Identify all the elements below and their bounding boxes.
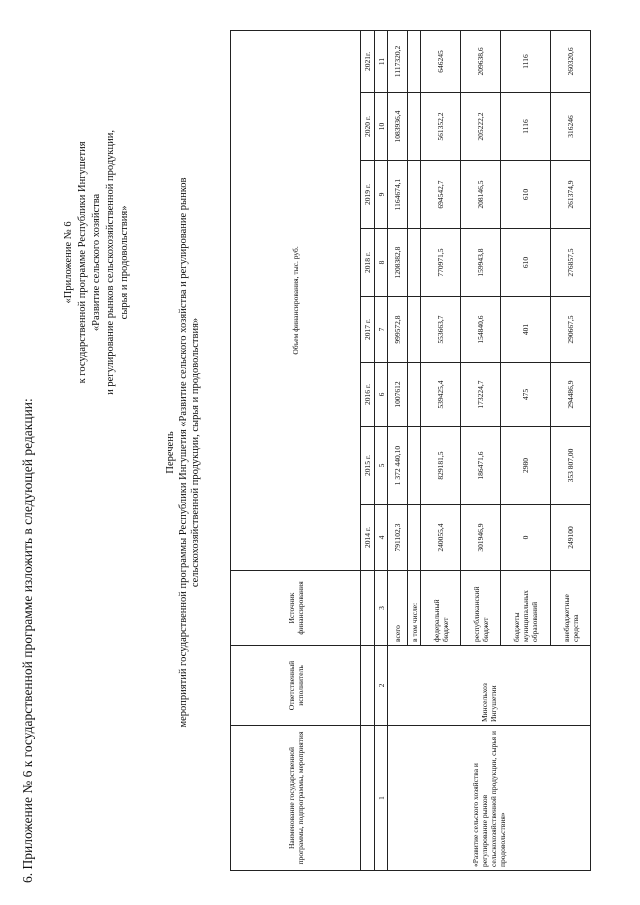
value-cell: 316246 — [551, 93, 591, 161]
table-row — [388, 30, 408, 870]
source-cell: республиканский бюджет — [461, 571, 501, 646]
value-cell: 1083936,4 — [388, 93, 408, 161]
header-year: 2020 г. — [361, 93, 375, 161]
value-cell: 173224,7 — [461, 363, 501, 427]
value-cell: 353 807,00 — [551, 427, 591, 505]
col-number: 9 — [375, 161, 388, 229]
value-cell: 2980 — [501, 427, 551, 505]
value-cell: 205222,2 — [461, 93, 501, 161]
value-cell: 276857,5 — [551, 229, 591, 297]
header-blank — [361, 646, 375, 726]
value-cell — [408, 161, 421, 229]
value-cell — [408, 363, 421, 427]
value-cell: 610 — [501, 161, 551, 229]
list-title-heading: Перечень — [165, 431, 176, 474]
list-title-line: сельскохозяйственной продукции, сырья и продовольствия» — [190, 317, 201, 588]
appendix-ref-line: к государственной программе Республики Ингушетия — [77, 141, 88, 384]
header-executor: Ответственный исполнитель — [231, 646, 361, 726]
col-number: 7 — [375, 297, 388, 363]
appendix-reference — [62, 130, 132, 395]
value-cell — [408, 505, 421, 571]
col-number: 6 — [375, 363, 388, 427]
header-year: 2018 г. — [361, 229, 375, 297]
value-cell: 249100 — [551, 505, 591, 571]
value-cell: 561352,2 — [421, 93, 461, 161]
appendix-ref-line: сырья и продовольствия» — [119, 205, 130, 320]
value-cell — [408, 30, 421, 92]
appendix-ref-line: и регулирование рынков сельскохозяйственной продукции, — [105, 130, 116, 395]
header-source: Источник финансирования — [231, 571, 361, 646]
col-number: 3 — [375, 571, 388, 646]
financing-table — [230, 30, 591, 871]
appendix-ref-line: «Приложение № 6 — [63, 221, 74, 304]
col-number: 1 — [375, 726, 388, 871]
value-cell: 294486,9 — [551, 363, 591, 427]
value-cell: 829181,5 — [421, 427, 461, 505]
executor-cell: Минсельхоз Ингушетии — [388, 646, 591, 726]
header-year: 2015 г. — [361, 427, 375, 505]
value-cell: 261374,9 — [551, 161, 591, 229]
source-cell: всего — [388, 571, 408, 646]
value-cell: 301946,9 — [461, 505, 501, 571]
value-cell: 1117320,2 — [388, 30, 408, 92]
value-cell: 186471,6 — [461, 427, 501, 505]
value-cell: 154840,6 — [461, 297, 501, 363]
header-year: 2019 г. — [361, 161, 375, 229]
value-cell: 539425,4 — [421, 363, 461, 427]
appendix-ref-line: «Развитие сельского хозяйства — [91, 193, 102, 332]
value-cell: 290667,5 — [551, 297, 591, 363]
value-cell: 1116 — [501, 93, 551, 161]
list-title — [165, 0, 203, 905]
value-cell: 159943,8 — [461, 229, 501, 297]
value-cell: 553663,7 — [421, 297, 461, 363]
header-year: 2017 г. — [361, 297, 375, 363]
value-cell: 1116 — [501, 30, 551, 92]
value-cell: 475 — [501, 363, 551, 427]
value-cell: 208146,5 — [461, 161, 501, 229]
col-number: 2 — [375, 646, 388, 726]
value-cell: 999572,8 — [388, 297, 408, 363]
value-cell: 1208382,8 — [388, 229, 408, 297]
value-cell: 770971,5 — [421, 229, 461, 297]
header-program-name: Наименование государственной программы, подпрограммы, мероприятия — [231, 726, 361, 871]
value-cell — [408, 427, 421, 505]
value-cell: 1 372 440,10 — [388, 427, 408, 505]
header-blank — [361, 726, 375, 871]
value-cell: 694542,7 — [421, 161, 461, 229]
header-year: 2016 г. — [361, 363, 375, 427]
header-year: 2014 г. — [361, 505, 375, 571]
amendment-intro: 6. Приложение № 6 к государственной программе изложить в следующей редакции: — [20, 398, 35, 883]
value-cell: 610 — [501, 229, 551, 297]
value-cell — [408, 297, 421, 363]
value-cell: 401 — [501, 297, 551, 363]
source-cell: федеральный бюджет — [421, 571, 461, 646]
value-cell — [408, 229, 421, 297]
program-name-cell: «Развитие сельского хозяйства и регулирование рынков сельскохозяйственной продукции, сырья и продовольствия» — [388, 726, 591, 871]
col-number: 5 — [375, 427, 388, 505]
header-volume: Объем финансирования, тыс. руб. — [231, 30, 361, 570]
value-cell: 791102,3 — [388, 505, 408, 571]
list-title-line: мероприятий государственной программы Республики Ингушетия «Развитие сельского хозяйства и регулирование рынков — [177, 177, 189, 728]
source-cell: в том числе: — [408, 571, 421, 646]
value-cell: 209638,6 — [461, 30, 501, 92]
value-cell: 0 — [501, 505, 551, 571]
col-number: 4 — [375, 505, 388, 571]
value-cell: 1164674,1 — [388, 161, 408, 229]
source-cell: бюджеты муниципальных образований — [501, 571, 551, 646]
source-cell: внебюджетные средства — [551, 571, 591, 646]
value-cell — [408, 93, 421, 161]
col-number: 11 — [375, 30, 388, 92]
value-cell: 260320,6 — [551, 30, 591, 92]
value-cell: 1007612 — [388, 363, 408, 427]
header-year: 2021г. — [361, 30, 375, 92]
value-cell: 646245 — [421, 30, 461, 92]
col-number: 8 — [375, 229, 388, 297]
header-blank — [361, 571, 375, 646]
col-number: 10 — [375, 93, 388, 161]
value-cell: 240055,4 — [421, 505, 461, 571]
